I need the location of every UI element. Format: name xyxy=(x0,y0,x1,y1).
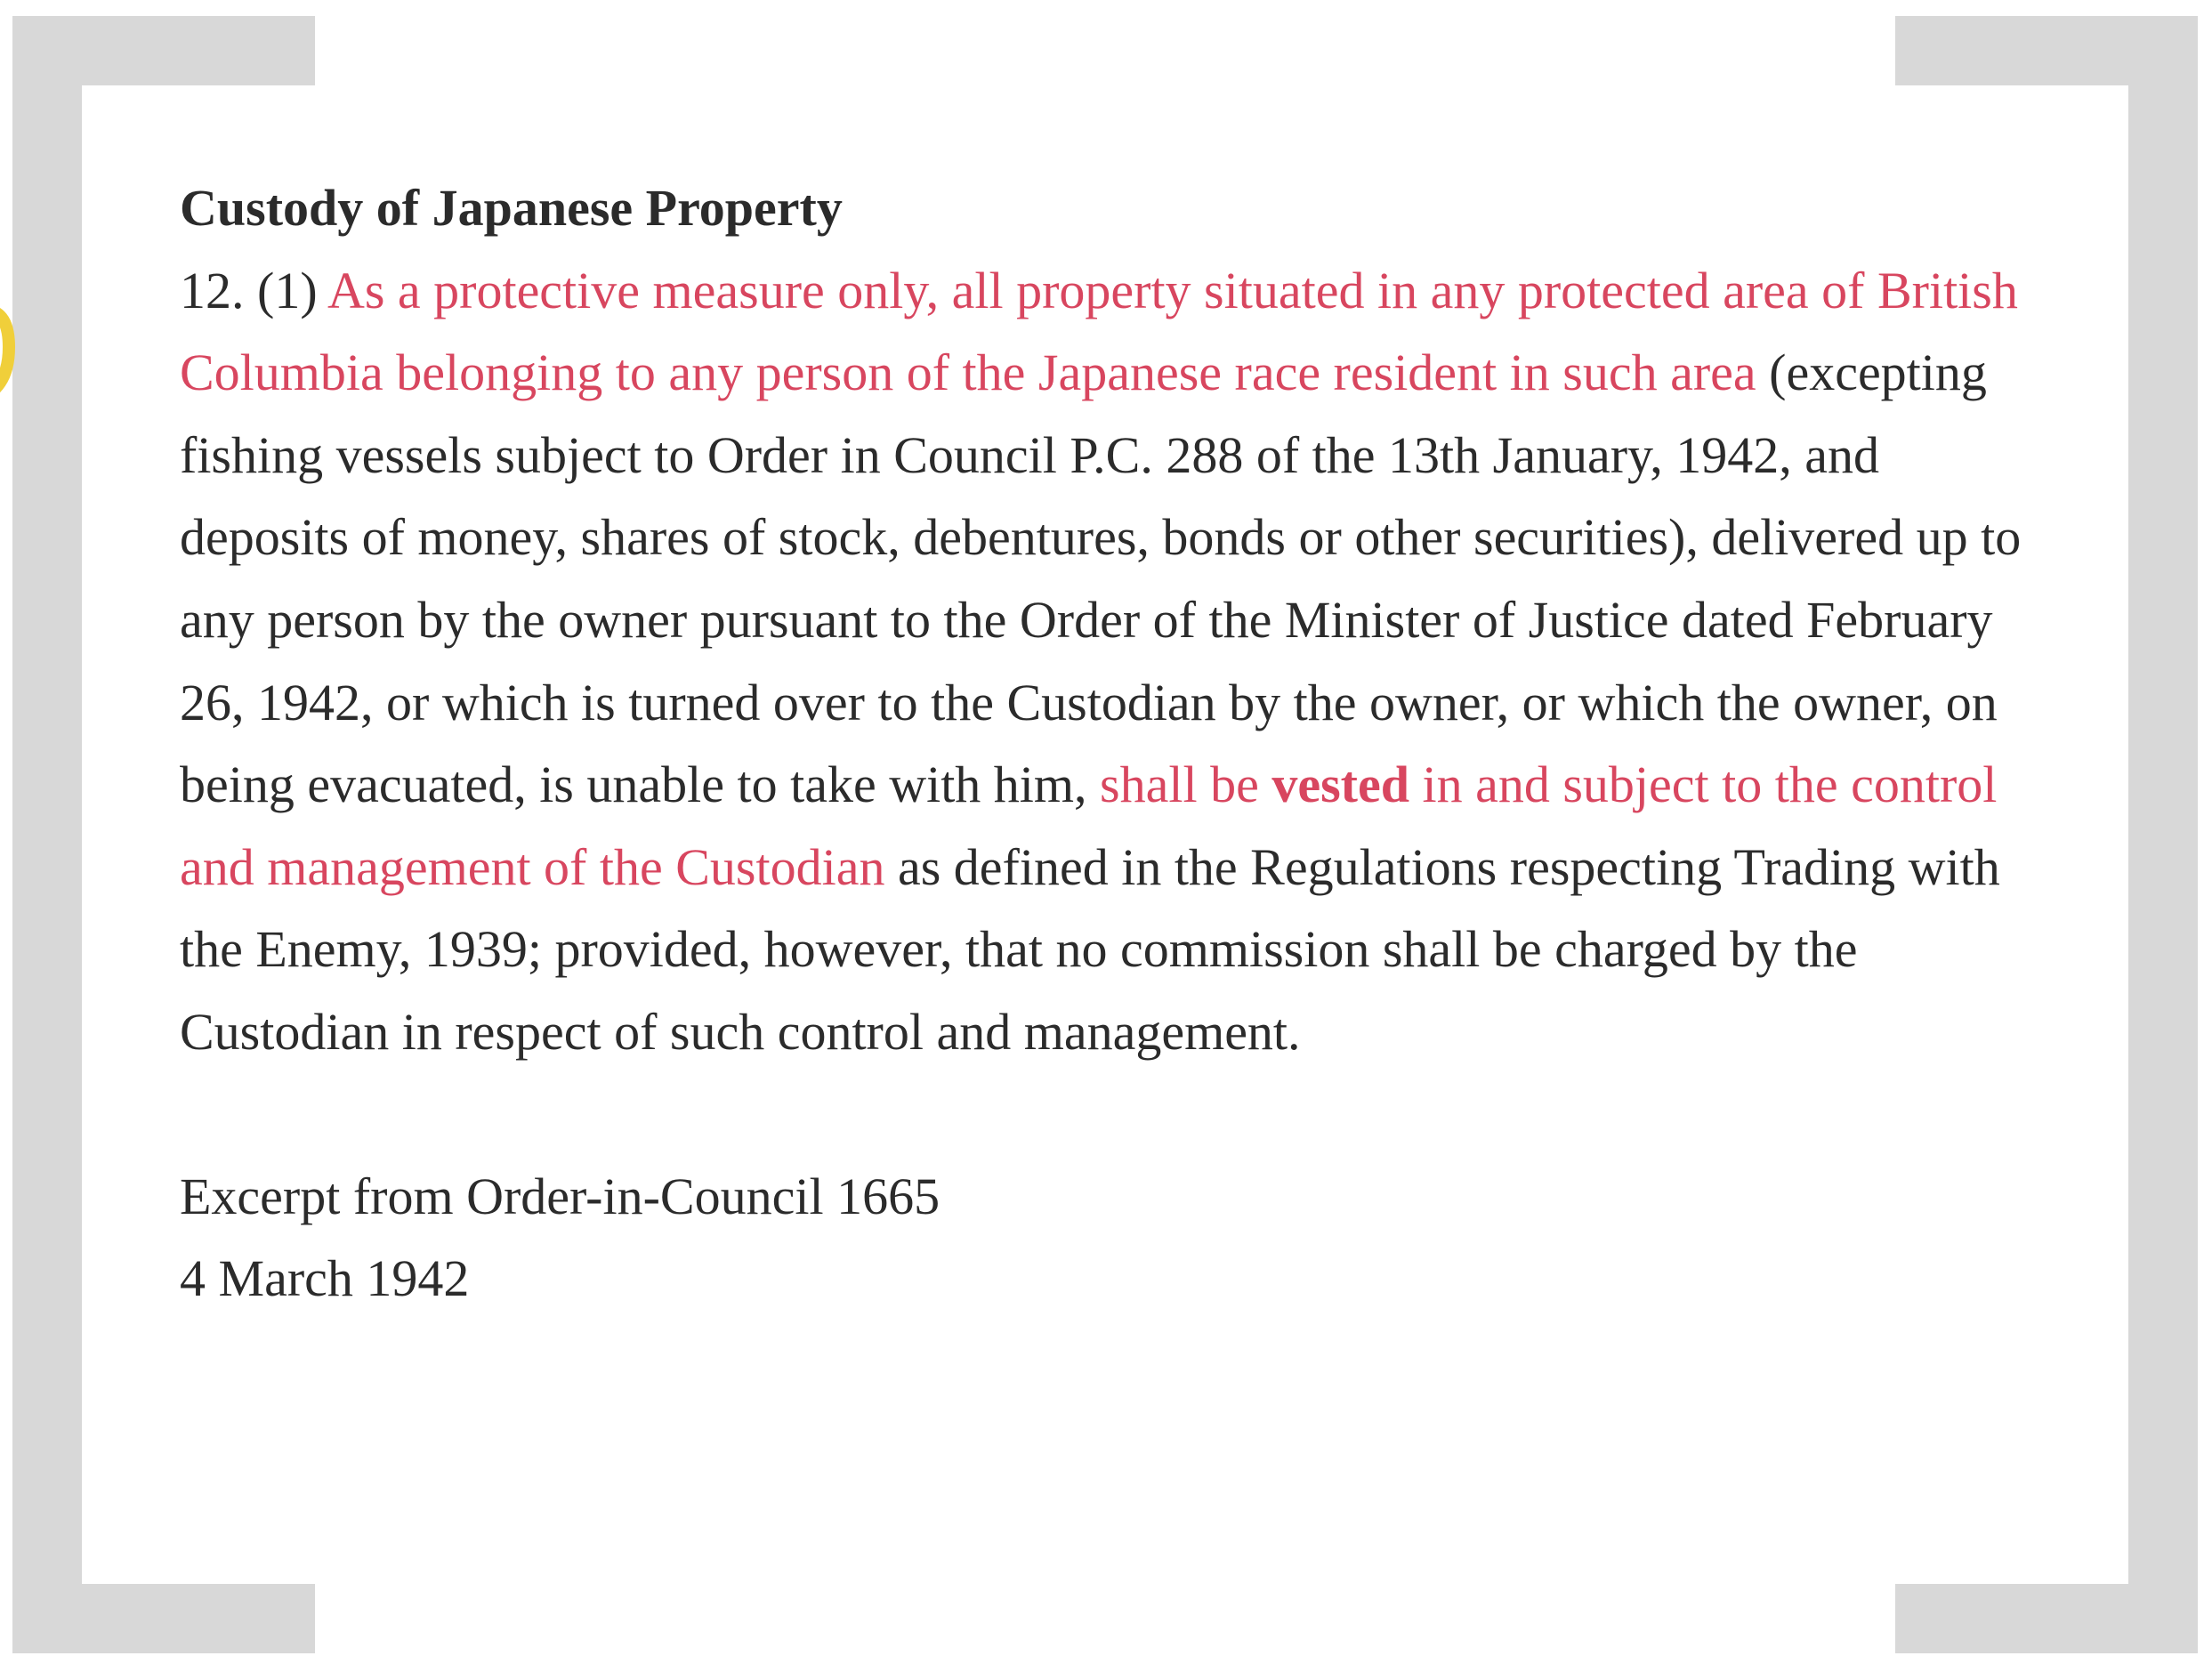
frame-left-bar xyxy=(12,16,82,1653)
frame-bottom-right-corner xyxy=(1895,1584,2198,1653)
clause-text-1: (excepting fishing vessels subject to Order in Council P.C. 288 of the 13th January, 1942, and deposits of money, shares of stock, debentures, bonds or other securities), delivered up to any person by the owner pursuant to the Order of the Minister of Justice dated February 26, 1942, or which is turned over to the Custodian by the owner, or which the owner, on being evacuated, is unable to take with him, xyxy=(180,343,2022,814)
decorative-yellow-mark xyxy=(0,294,36,472)
clause-text-2: as defined in the Regulations respecting Trading with the Enemy, 1939; provided, however, that no commission shall be charged by the Custodian in respect of such control and management. xyxy=(180,837,2000,1061)
excerpt-heading: Custody of Japanese Property xyxy=(180,179,843,237)
highlighted-clause-2-pre: shall be xyxy=(1100,755,1272,814)
decorative-yellow-mark-graphic xyxy=(0,294,36,472)
excerpt-content xyxy=(180,167,2057,1321)
frame-right-bar xyxy=(2128,16,2198,1653)
citation-source: Excerpt from Order-in-Council 1665 xyxy=(180,1167,941,1225)
citation xyxy=(180,1156,2057,1321)
clause-number: 12. (1) xyxy=(180,261,327,319)
excerpt-paragraph xyxy=(180,250,2057,1074)
highlighted-keyword-vested: vested xyxy=(1271,755,1409,814)
highlighted-clause-1: As a protective measure only, all property situated in any protected area of British Columbia belonging to any person of the Japanese race resident in such area xyxy=(180,261,2018,402)
frame-top-right-corner xyxy=(1895,16,2198,85)
frame-top-left-corner xyxy=(12,16,315,85)
citation-date: 4 March 1942 xyxy=(180,1249,470,1308)
frame-bottom-left-corner xyxy=(12,1584,315,1653)
highlighted-clause-2-post: in and subject to the control and management of the Custodian xyxy=(180,755,1998,896)
